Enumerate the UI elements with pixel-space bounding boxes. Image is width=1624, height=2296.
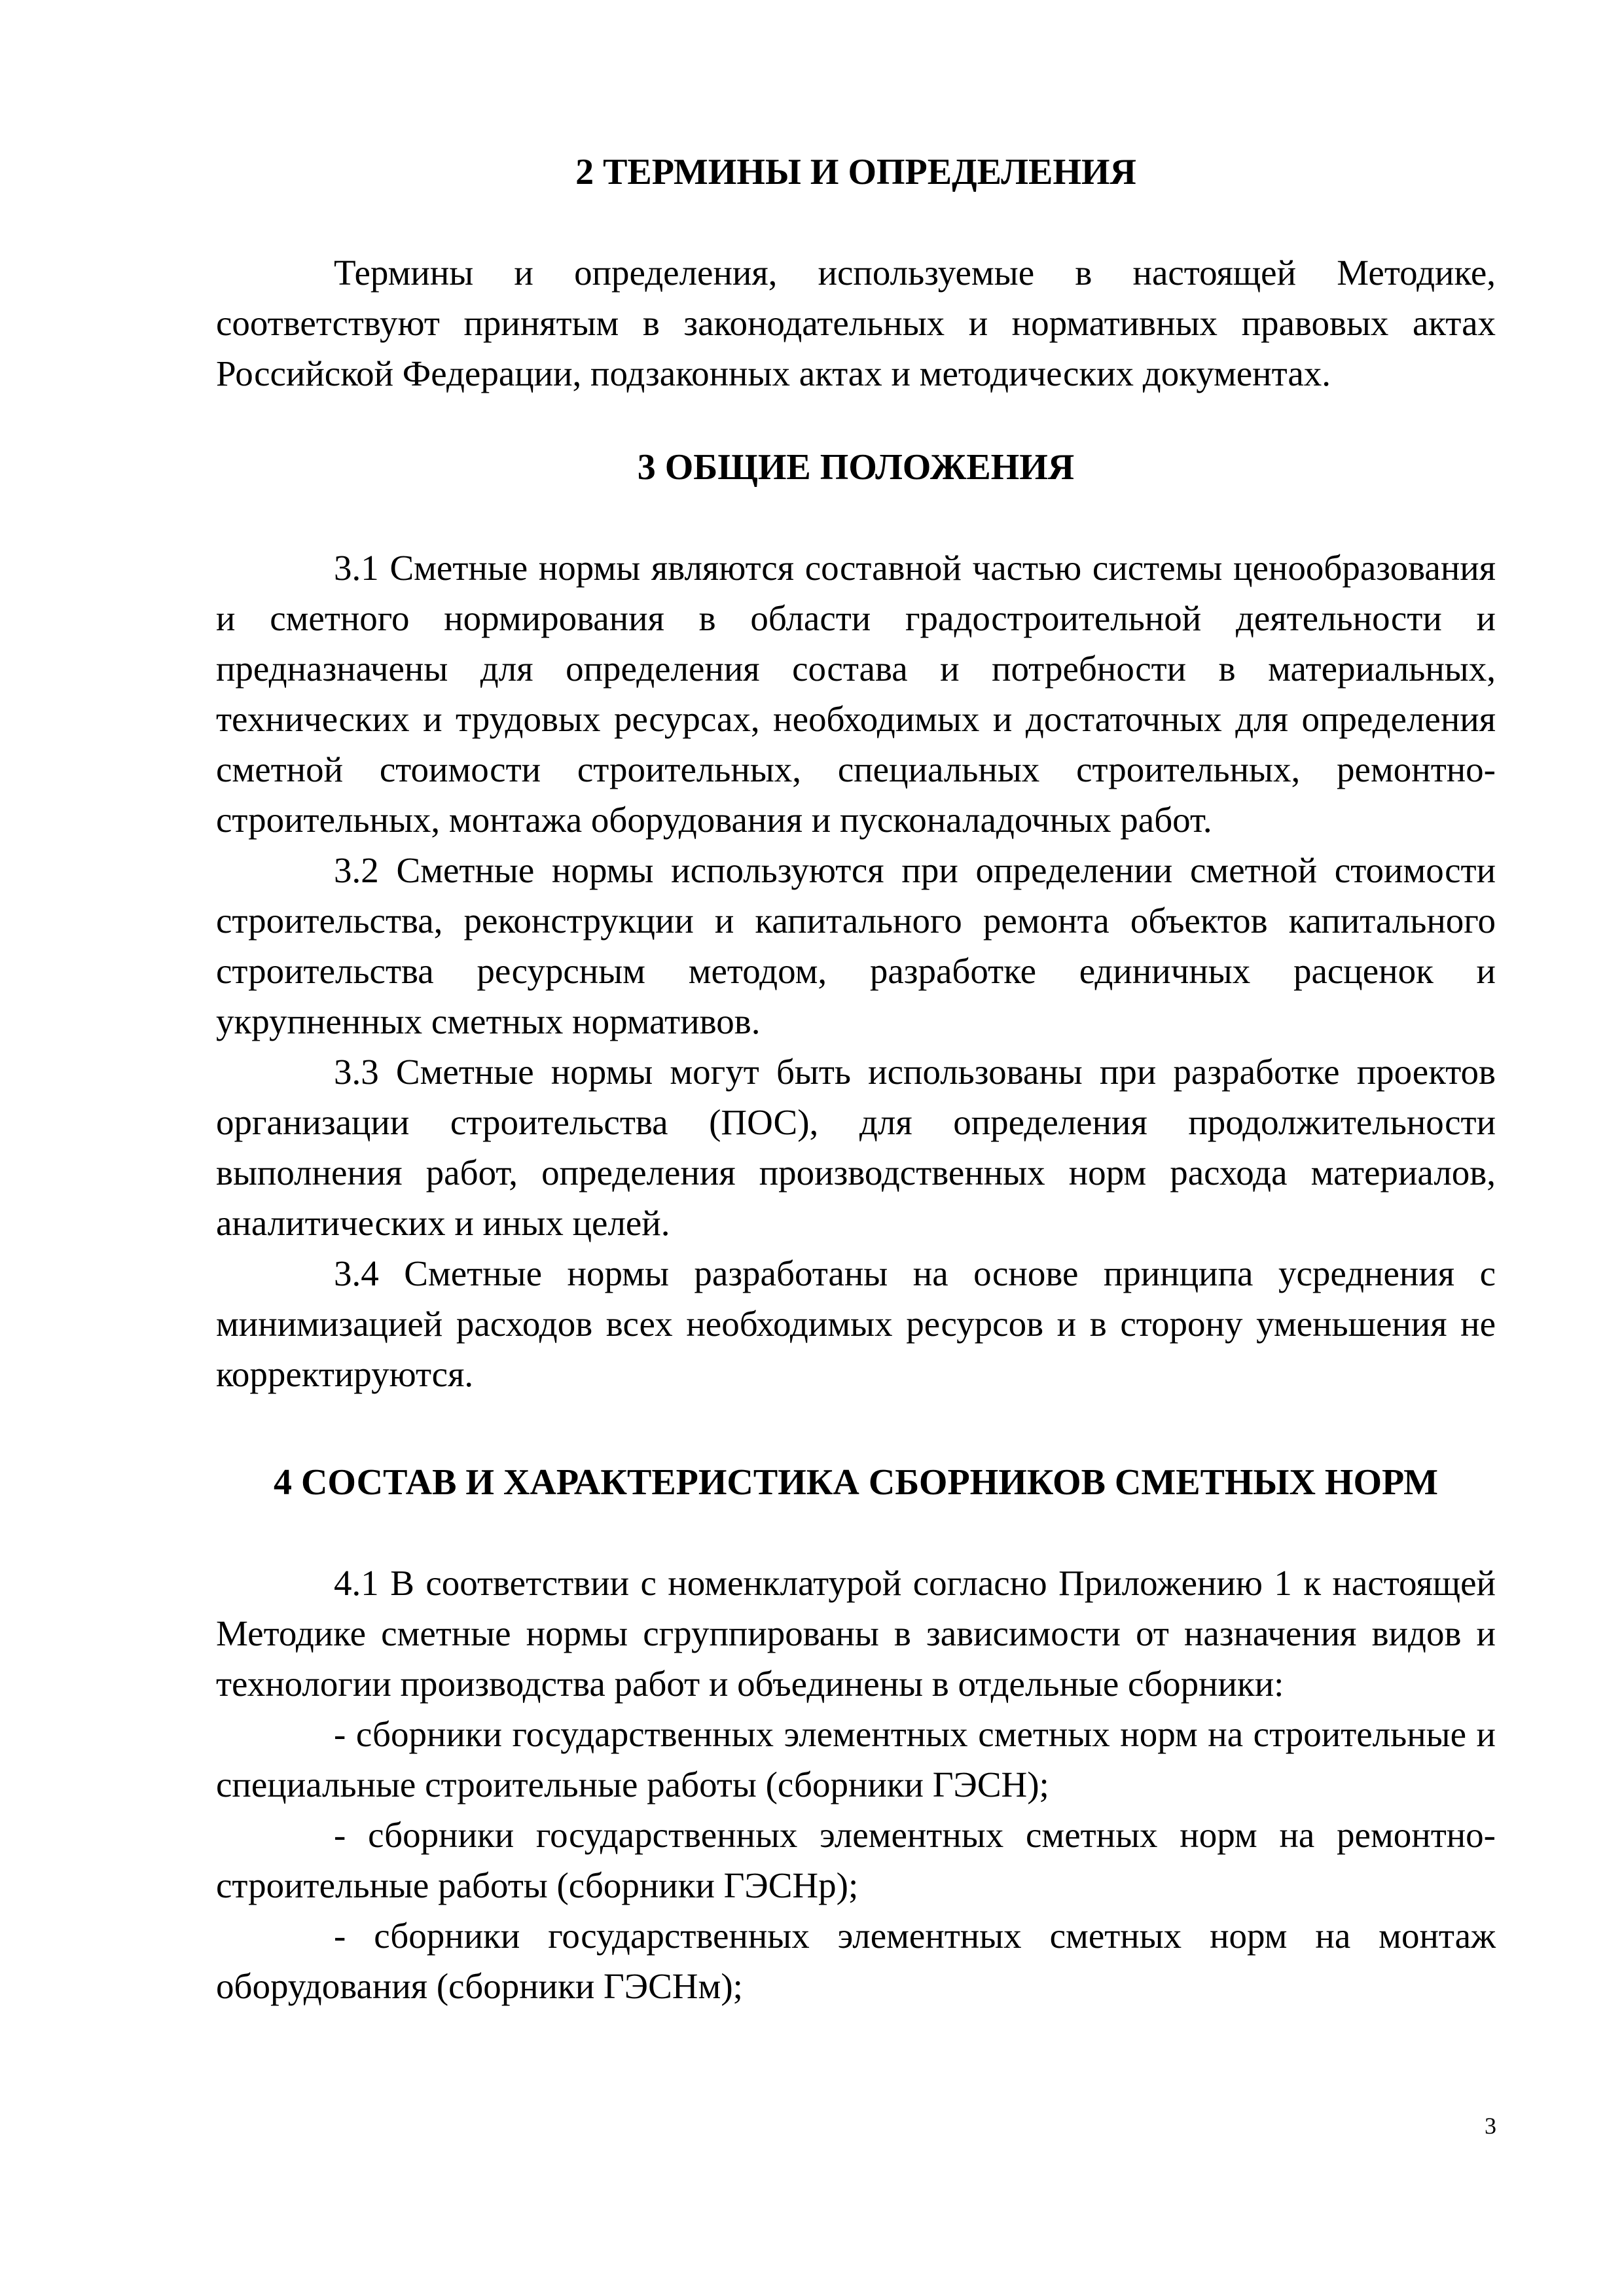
paragraph-3-3: 3.3 Сметные нормы могут быть использованы при разработке проектов организации строительства (ПОС), для определения продолжительности выполнения работ, определения производственных норм расхода материалов, аналитических и иных целей.	[216, 1052, 1496, 1243]
list-item-gesnr: - сборники государственных элементных сметных норм на ремонтно-строительные работы (сборники ГЭСНр);	[216, 1815, 1496, 1905]
section-2-paragraph: Термины и определения, используемые в настоящей Методике, соответствуют принятым в законодательных и нормативных правовых актах Российской Федерации, подзаконных актах и методических документах.	[216, 253, 1496, 393]
paragraph-3-4: 3.4 Сметные нормы разработаны на основе принципа усреднения с минимизацией расходов всех необходимых ресурсов и в сторону уменьшения не корректируются.	[216, 1253, 1496, 1394]
section-4-heading: 4 СОСТАВ И ХАРАКТЕРИСТИКА СБОРНИКОВ СМЕТНЫХ НОРМ	[273, 1462, 1439, 1503]
paragraph-3-1: 3.1 Сметные нормы являются составной частью системы ценообразования и сметного нормирования в области градостроительной деятельности и предназначены для определения состава и потребности в материальных, технических и трудовых ресурсах, необходимых и достаточных для определения сметной стоимости строительных, специальных строительных, ремонтно-строительных, монтажа оборудования и пусконаладочных работ.	[216, 548, 1496, 840]
paragraph-3-2: 3.2 Сметные нормы используются при определении сметной стоимости строительства, реконструкции и капитального ремонта объектов капитального строительства ресурсным методом, разработке единичных расценок и укрупненных сметных нормативов.	[216, 850, 1496, 1041]
section-3-heading: 3 ОБЩИЕ ПОЛОЖЕНИЯ	[637, 447, 1075, 488]
section-2-heading: 2 ТЕРМИНЫ И ОПРЕДЕЛЕНИЯ	[575, 152, 1136, 192]
page-content	[216, 147, 1496, 2011]
page-number: 3	[1485, 2113, 1496, 2139]
list-item-gesnm: - сборники государственных элементных сметных норм на монтаж оборудования (сборники ГЭСНм);	[216, 1916, 1496, 2006]
list-item-gesn: - сборники государственных элементных сметных норм на строительные и специальные строительные работы (сборники ГЭСН);	[216, 1714, 1496, 1804]
paragraph-4-1: 4.1 В соответствии с номенклатурой согласно Приложению 1 к настоящей Методике сметные нормы сгруппированы в зависимости от назначения видов и технологии производства работ и объединены в отдельные сборники:	[216, 1563, 1496, 1704]
